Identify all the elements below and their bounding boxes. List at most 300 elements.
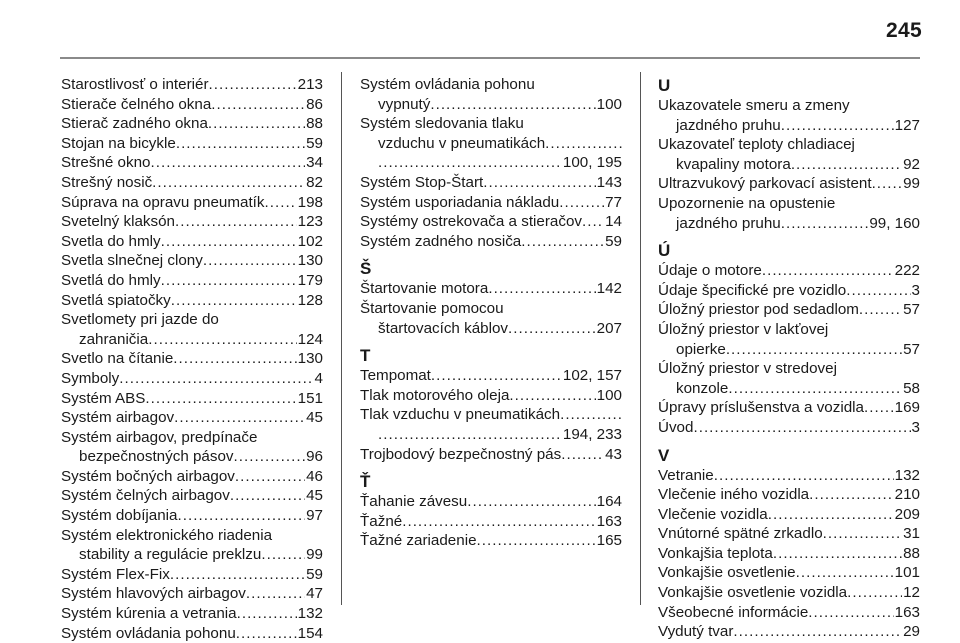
index-entry	[360, 386, 622, 406]
dot-leader	[246, 584, 305, 604]
index-entry-line	[360, 386, 622, 406]
index-term: Strešný nosič	[61, 173, 153, 191]
index-term: Systém kúrenia a vetrania	[61, 605, 237, 623]
index-entry	[61, 271, 323, 291]
index-entry	[658, 281, 920, 301]
index-entry-continuation	[360, 134, 622, 154]
index-entry	[658, 135, 920, 174]
index-entry	[360, 492, 622, 512]
index-entry-line	[360, 445, 622, 465]
index-entry-line	[658, 544, 920, 564]
index-entry	[360, 531, 622, 551]
index-term: Stierač zadného okna	[61, 115, 208, 133]
dot-leader	[560, 405, 622, 425]
dot-leader	[467, 492, 595, 512]
index-page-ref: 14	[605, 213, 622, 231]
index-page-ref: 163	[894, 603, 920, 621]
index-page-ref: 213	[297, 76, 323, 93]
dot-leader	[171, 291, 297, 311]
index-term: štartovacích káblov	[378, 319, 508, 337]
index-entry	[61, 310, 323, 349]
dot-leader	[148, 330, 296, 350]
index-term: bezpečnostných pásov	[79, 448, 234, 466]
index-column-2	[360, 75, 622, 551]
index-term: Systémy ostrekovača a stieračov	[360, 213, 582, 231]
index-entry-continuation	[61, 545, 323, 565]
dot-leader	[872, 174, 903, 194]
index-page-ref: 123	[297, 213, 323, 231]
index-term: Systém Stop-Štart	[360, 173, 484, 191]
index-entry-line	[61, 232, 323, 252]
index-entry-line	[360, 279, 622, 299]
index-entry-line	[658, 194, 920, 214]
index-entry	[658, 466, 920, 486]
index-page-ref: 143	[596, 173, 622, 191]
index-entry	[61, 251, 323, 271]
index-entry-line	[658, 466, 920, 486]
index-entry	[61, 604, 323, 624]
index-letter-heading: Ú	[658, 241, 671, 261]
index-page-ref: 82	[306, 173, 323, 191]
dot-leader	[211, 95, 305, 115]
index-entry	[360, 366, 622, 386]
index-term: Systém sledovania tlaku	[360, 115, 524, 133]
index-entry-line	[61, 506, 323, 526]
dot-leader	[508, 319, 596, 339]
index-term: Svetlá spiatočky	[61, 291, 171, 309]
index-entry-list	[61, 75, 323, 643]
index-entry-line	[360, 193, 622, 213]
index-term: Stojan na bicykle	[61, 134, 176, 152]
index-term: Systém ovládania pohonu	[360, 76, 535, 93]
index-entry-line	[658, 96, 920, 116]
dot-leader	[431, 366, 562, 386]
index-term: konzole	[676, 379, 729, 397]
index-letter-heading: T	[360, 346, 371, 366]
dot-leader	[178, 506, 306, 526]
index-entry-line	[61, 153, 323, 173]
index-page-ref: 222	[894, 262, 920, 280]
dot-leader	[378, 153, 562, 173]
index-entry-line	[360, 75, 622, 95]
index-entry-line	[658, 505, 920, 525]
dot-leader	[378, 425, 562, 445]
index-entry	[658, 418, 920, 438]
index-entry-line	[61, 75, 323, 95]
index-entry	[61, 389, 323, 409]
index-term: opierke	[676, 340, 726, 358]
index-page-ref: 169	[894, 399, 920, 417]
index-page-ref: 163	[596, 512, 622, 530]
index-entry-line	[658, 398, 920, 418]
index-entry	[61, 114, 323, 134]
index-term: zahraničia	[79, 330, 149, 348]
index-term: Systém airbagov, predpínače	[61, 428, 258, 446]
index-term: Vlečenie iného vozidla	[658, 486, 810, 504]
index-entry-line	[658, 563, 920, 583]
index-entry	[61, 408, 323, 428]
index-term: Systém airbagov	[61, 409, 175, 427]
index-page-ref: 101	[894, 564, 920, 582]
index-term: Tlak motorového oleja	[360, 386, 510, 404]
index-entry-continuation	[658, 116, 920, 136]
index-page-ref: 88	[903, 544, 920, 562]
index-entry	[61, 212, 323, 232]
index-page-ref: 86	[306, 95, 323, 113]
dot-leader	[175, 212, 297, 232]
dot-leader	[145, 389, 296, 409]
index-entry-line	[658, 583, 920, 603]
index-term: Úvod	[658, 418, 694, 436]
index-entry-list	[658, 261, 920, 437]
index-page-ref: 102	[297, 232, 323, 250]
index-entry	[658, 398, 920, 418]
dot-leader	[170, 565, 305, 585]
index-term: kvapaliny motora	[676, 155, 791, 173]
index-term: Svetelný klaksón	[61, 213, 175, 231]
index-entry	[360, 512, 622, 532]
index-term: Úložný priestor pod sedadlom	[658, 301, 859, 319]
index-entry	[658, 563, 920, 583]
index-entry	[658, 261, 920, 281]
index-term: Štartovanie motora	[360, 280, 489, 298]
index-entry-list	[360, 75, 622, 251]
dot-leader	[237, 604, 297, 624]
index-term: Ukazovatele smeru a zmeny	[658, 97, 850, 114]
index-term: Úložný priestor v stredovej	[658, 360, 837, 378]
index-entry-line	[658, 485, 920, 505]
index-entry-line	[61, 310, 323, 330]
index-entry	[658, 194, 920, 233]
index-entry-line	[61, 291, 323, 311]
index-entry-line	[61, 604, 323, 624]
column-divider	[341, 72, 342, 605]
index-entry	[61, 624, 323, 643]
dot-leader	[781, 214, 869, 234]
dot-leader	[733, 622, 902, 642]
index-term: Všeobecné informácie	[658, 603, 809, 621]
index-term: Vnútorné spätné zrkadlo	[658, 525, 823, 543]
index-entry	[61, 95, 323, 115]
dot-leader	[261, 545, 305, 565]
index-term: Svetla slnečnej clony	[61, 252, 203, 270]
dot-leader	[864, 398, 894, 418]
index-entry-line	[658, 261, 920, 281]
index-entry	[658, 583, 920, 603]
index-entry-line	[360, 212, 622, 232]
index-column-3	[658, 75, 920, 642]
dot-leader	[176, 134, 305, 154]
index-page-ref: 97	[306, 507, 323, 525]
dot-leader	[174, 408, 305, 428]
index-term: Úpravy príslušenstva a vozidla	[658, 399, 864, 417]
index-entry	[61, 369, 323, 389]
index-term: Tempomat	[360, 367, 431, 385]
index-page-ref: 96	[306, 448, 323, 466]
index-letter-heading: V	[658, 445, 670, 465]
index-term: Vonkajšia teplota	[658, 544, 773, 562]
index-term: Systém elektronického riadenia	[61, 526, 273, 544]
index-entry-continuation	[61, 447, 323, 467]
dot-leader	[768, 505, 894, 525]
dot-leader	[823, 524, 902, 544]
index-entry-line	[360, 405, 622, 425]
index-page-ref: 207	[596, 319, 622, 337]
index-entry-line	[360, 173, 622, 193]
index-term: Ťažné zariadenie	[360, 532, 477, 550]
index-entry	[360, 445, 622, 465]
dot-leader	[726, 340, 902, 360]
index-entry-line	[658, 135, 920, 155]
index-page-ref: 210	[894, 486, 920, 504]
index-term: Upozornenie na opustenie	[658, 194, 836, 212]
index-term: Súprava na opravu pneumatík	[61, 193, 265, 211]
dot-leader	[161, 271, 297, 291]
dot-leader	[545, 134, 622, 154]
dot-leader	[781, 116, 894, 136]
index-term: Systém dobíjania	[61, 507, 178, 525]
index-entry-line	[360, 492, 622, 512]
dot-leader	[236, 624, 297, 643]
index-term: Systém usporiadania nákladu	[360, 193, 560, 211]
index-term: Symboly	[61, 369, 120, 387]
index-term: Systém bočných airbagov	[61, 467, 235, 485]
index-entry	[61, 565, 323, 585]
index-entry-line	[658, 174, 920, 194]
dot-leader	[808, 603, 893, 623]
dot-leader	[714, 466, 894, 486]
index-page-ref: 34	[306, 154, 323, 172]
index-page-ref: 31	[903, 525, 920, 543]
index-term: Úložný priestor v lakťovej	[658, 320, 829, 338]
index-entry-line	[61, 584, 323, 604]
index-entry-line	[658, 359, 920, 379]
index-term: Ukazovateľ teploty chladiacej	[658, 136, 855, 154]
dot-leader	[521, 232, 604, 252]
index-page-ref: 59	[306, 134, 323, 152]
index-letter-heading: Š	[360, 259, 372, 279]
index-entry-line	[61, 565, 323, 585]
index-entry	[360, 232, 622, 252]
index-page-ref: 132	[297, 605, 323, 623]
index-term: jazdného pruhu	[676, 214, 781, 232]
index-term: Údaje o motore	[658, 262, 762, 280]
dot-leader	[791, 155, 902, 175]
index-entry-line	[61, 193, 323, 213]
index-page-ref: 100	[596, 386, 622, 404]
index-entry-line	[360, 366, 622, 386]
index-page-ref: 130	[297, 252, 323, 270]
dot-leader	[488, 279, 595, 299]
index-page-ref: 47	[306, 585, 323, 603]
index-entry-line	[61, 271, 323, 291]
index-entry	[360, 173, 622, 193]
index-entry	[658, 544, 920, 564]
index-page-ref: 92	[903, 155, 920, 173]
index-page-ref: 29	[903, 623, 920, 641]
dot-leader	[234, 447, 306, 467]
dot-leader	[693, 418, 910, 438]
index-entry	[658, 320, 920, 359]
index-page-ref: 194, 233	[562, 425, 622, 443]
dot-leader	[264, 193, 296, 213]
index-entry	[658, 300, 920, 320]
dot-leader	[762, 261, 894, 281]
index-entry-continuation	[658, 379, 920, 399]
index-entry-line	[658, 524, 920, 544]
index-term: Vydutý tvar	[658, 623, 734, 641]
index-term: Systém hlavových airbagov	[61, 585, 246, 603]
index-page-ref: 45	[306, 487, 323, 505]
index-entry-list	[658, 96, 920, 233]
index-entry-line	[658, 418, 920, 438]
index-page-ref: 164	[596, 493, 622, 511]
index-entry-line	[360, 531, 622, 551]
page-number: 245	[886, 19, 922, 42]
dot-leader	[209, 75, 297, 95]
index-entry-line	[61, 95, 323, 115]
index-page-ref: 3	[911, 281, 920, 299]
dot-leader	[561, 445, 604, 465]
index-entry-line	[360, 232, 622, 252]
index-page-ref: 128	[297, 291, 323, 309]
index-entry-line	[61, 349, 323, 369]
index-entry-line	[658, 281, 920, 301]
index-page-ref: 102, 157	[562, 367, 622, 385]
index-term: vzduchu v pneumatikách	[378, 134, 546, 152]
index-page-ref: 99, 160	[869, 214, 920, 232]
index-page-ref: 57	[903, 301, 920, 319]
index-page-ref: 99	[903, 175, 920, 193]
index-entry-continuation	[658, 214, 920, 234]
index-entry-list	[360, 492, 622, 551]
index-entry-continuation	[658, 155, 920, 175]
index-term: Systém ovládania pohonu	[61, 624, 236, 642]
index-entry	[658, 174, 920, 194]
index-letter-heading: Ť	[360, 472, 371, 492]
index-term: Trojbodový bezpečnostný pás	[360, 445, 562, 463]
index-letter-heading: U	[658, 76, 671, 95]
index-entry-line	[658, 603, 920, 623]
dot-leader	[477, 531, 596, 551]
index-page-ref: 88	[306, 115, 323, 133]
index-entry	[360, 114, 622, 173]
index-entry	[61, 291, 323, 311]
index-column-1	[61, 75, 323, 643]
index-entry-continuation	[360, 319, 622, 339]
index-term: Vetranie	[658, 466, 714, 484]
index-term: Svetlo na čítanie	[61, 350, 174, 368]
dot-leader	[208, 114, 305, 134]
index-term: Vlečenie vozidla	[658, 505, 768, 523]
dot-leader	[846, 281, 910, 301]
index-entry	[61, 467, 323, 487]
index-term: Ultrazvukový parkovací asistent	[658, 175, 872, 193]
index-entry	[658, 485, 920, 505]
index-entry-line	[61, 173, 323, 193]
index-entry-line	[61, 408, 323, 428]
index-entry-continuation	[360, 425, 622, 445]
index-entry	[360, 212, 622, 232]
index-entry	[61, 349, 323, 369]
index-page-ref: 4	[314, 369, 323, 387]
index-entry	[61, 153, 323, 173]
index-page-ref: 132	[894, 466, 920, 484]
dot-leader	[230, 486, 305, 506]
index-term: Údaje špecifické pre vozidlo	[658, 281, 847, 299]
dot-leader	[430, 95, 595, 115]
index-entry-line	[61, 467, 323, 487]
index-entry-line	[658, 320, 920, 340]
index-entry	[61, 506, 323, 526]
index-entry	[658, 622, 920, 642]
index-entry	[61, 193, 323, 213]
dot-leader	[859, 300, 902, 320]
header-rule	[60, 57, 920, 59]
index-term: Ťažné	[360, 512, 403, 530]
dot-leader	[119, 369, 313, 389]
dot-leader	[809, 485, 894, 505]
index-term: Systém zadného nosiča	[360, 232, 522, 250]
index-page-ref: 77	[605, 193, 622, 211]
index-page-ref: 100	[596, 95, 622, 113]
dot-leader	[559, 193, 604, 213]
index-entry-continuation	[61, 330, 323, 350]
index-page-ref: 179	[297, 271, 323, 289]
index-entry-line	[61, 624, 323, 643]
dot-leader	[773, 544, 902, 564]
index-page-ref: 59	[306, 565, 323, 583]
index-term: Vonkajšie osvetlenie vozidla	[658, 584, 848, 602]
index-page-ref: 100, 195	[562, 154, 622, 172]
index-page-ref: 130	[297, 350, 323, 368]
index-page-ref: 45	[306, 409, 323, 427]
index-entry	[658, 359, 920, 398]
index-term: Stierače čelného okna	[61, 95, 212, 113]
index-term: Systém Flex-Fix	[61, 565, 170, 583]
index-term: Vonkajšie osvetlenie	[658, 564, 796, 582]
index-term: Svetla do hmly	[61, 232, 161, 250]
index-entry	[61, 486, 323, 506]
index-page-ref: 3	[911, 418, 920, 436]
index-page-ref: 154	[297, 624, 323, 642]
index-term: jazdného pruhu	[676, 116, 781, 134]
index-term: Systém ABS	[61, 389, 146, 407]
index-page-ref: 59	[605, 232, 622, 250]
index-entry	[360, 75, 622, 114]
dot-leader	[151, 153, 306, 173]
index-term: Strešné okno	[61, 154, 151, 172]
index-entry-line	[360, 114, 622, 134]
index-entry-list	[360, 366, 622, 464]
index-entry-continuation	[360, 95, 622, 115]
index-entry	[61, 584, 323, 604]
index-entry-line	[61, 486, 323, 506]
dot-leader	[235, 467, 305, 487]
index-term: Starostlivosť o interiér	[61, 76, 209, 93]
index-entry	[658, 524, 920, 544]
dot-leader	[728, 379, 902, 399]
dot-leader	[402, 512, 595, 532]
column-divider	[640, 72, 641, 605]
index-entry-list	[658, 466, 920, 642]
index-entry-list	[360, 279, 622, 338]
dot-leader	[509, 386, 595, 406]
index-entry	[61, 134, 323, 154]
index-entry	[360, 299, 622, 338]
index-page-ref: 151	[297, 389, 323, 407]
index-entry	[658, 96, 920, 135]
